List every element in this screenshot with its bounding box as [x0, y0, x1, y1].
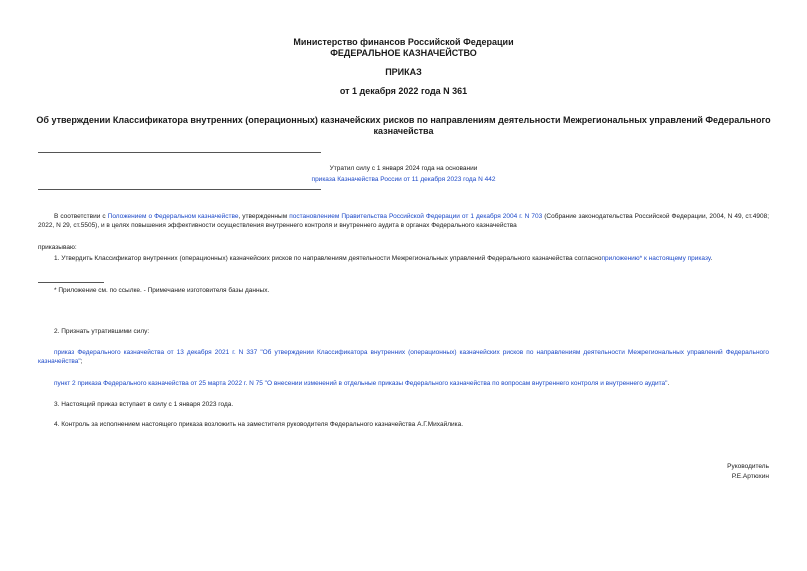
item-2a-paragraph — [38, 348, 769, 366]
preamble-text-3: (Собрание законодательства Российской Федерации, 2004, N 49, ст.4908; 2022, N 29, ст.5505), и в целях повышения эффективности осуществления внутреннего контроля и внутреннего аудита в органах Федерального казначейства — [38, 213, 769, 229]
repealed-order-337-link[interactable]: приказ Федерального казначейства от 13 декабря 2021 г. N 337 "Об утверждении Классификатора внутренних (операционных) казначейских рисков по направлениям деятельности Межрегиональных управлений Федерального казначейства" — [38, 349, 769, 365]
agency-name: ФЕДЕРАЛЬНОЕ КАЗНАЧЕЙСТВО — [330, 48, 477, 58]
ministry-name: Министерство финансов Российской Федерации — [293, 37, 514, 47]
item-2b-end: . — [667, 380, 670, 387]
item-2-text: 2. Признать утратившими силу: — [54, 328, 150, 335]
divider-top — [38, 152, 321, 153]
repeal-order-link[interactable]: приказа Казначейства России от 11 декабря 2023 года N 442 — [311, 176, 496, 183]
document-title: Об утверждении Классификатора внутренних (операционных) казначейских рисков по направлениям деятельности Межрегиональных управлений Федерального казначейства — [36, 115, 771, 136]
status-note-line — [0, 175, 807, 184]
repealed-order-75-link[interactable]: пункт 2 приказа Федерального казначейства от 25 марта 2022 г. N 75 "О внесении изменений в отдельные приказы Федерального казначейства по вопросам внутреннего контроля и внутреннего аудита" — [54, 380, 668, 387]
document-type: ПРИКАЗ — [385, 67, 422, 77]
preamble-text-1: В соответствии с — [54, 213, 108, 220]
document-date-number: от 1 декабря 2022 года N 361 — [339, 86, 468, 96]
signature-position: Руководитель — [727, 463, 769, 470]
footnote-divider — [38, 282, 104, 283]
item-3-text: 3. Настоящий приказ вступает в силу с 1 января 2023 года. — [54, 401, 234, 408]
footnote: * Приложение см. по ссылке. - Примечание изготовителя базы данных. — [54, 287, 270, 294]
order-word: приказываю: — [38, 244, 77, 251]
preamble-text-2: , утвержденным — [238, 213, 290, 220]
government-decree-link[interactable]: постановлением Правительства Российской Федерации от 1 декабря 2004 г. N 703 — [289, 213, 543, 220]
regulation-link[interactable]: Положением о Федеральном казначействе — [107, 213, 239, 220]
item-4-text: 4. Контроль за исполнением настоящего приказа возложить на заместителя руководителя Федерального казначейства А.Г.Михайлика. — [54, 421, 464, 428]
item-1-end: . — [710, 255, 713, 262]
item-2a-end: ; — [80, 358, 83, 365]
appendix-link[interactable]: приложению* к настоящему приказу — [601, 255, 711, 262]
item-2b-paragraph — [38, 379, 769, 388]
status-note-text: Утратил силу с 1 января 2024 года на основании — [329, 165, 478, 172]
signature-name: Р.Е.Артюхин — [731, 473, 769, 480]
item-1-text: 1. Утвердить Классификатор внутренних (операционных) казначейских рисков по направлениям деятельности Межрегиональных управлений Федерального казначейства согласно — [54, 255, 602, 262]
divider-bottom — [38, 189, 321, 190]
preamble-paragraph — [38, 212, 769, 230]
item-1-paragraph — [38, 254, 769, 263]
